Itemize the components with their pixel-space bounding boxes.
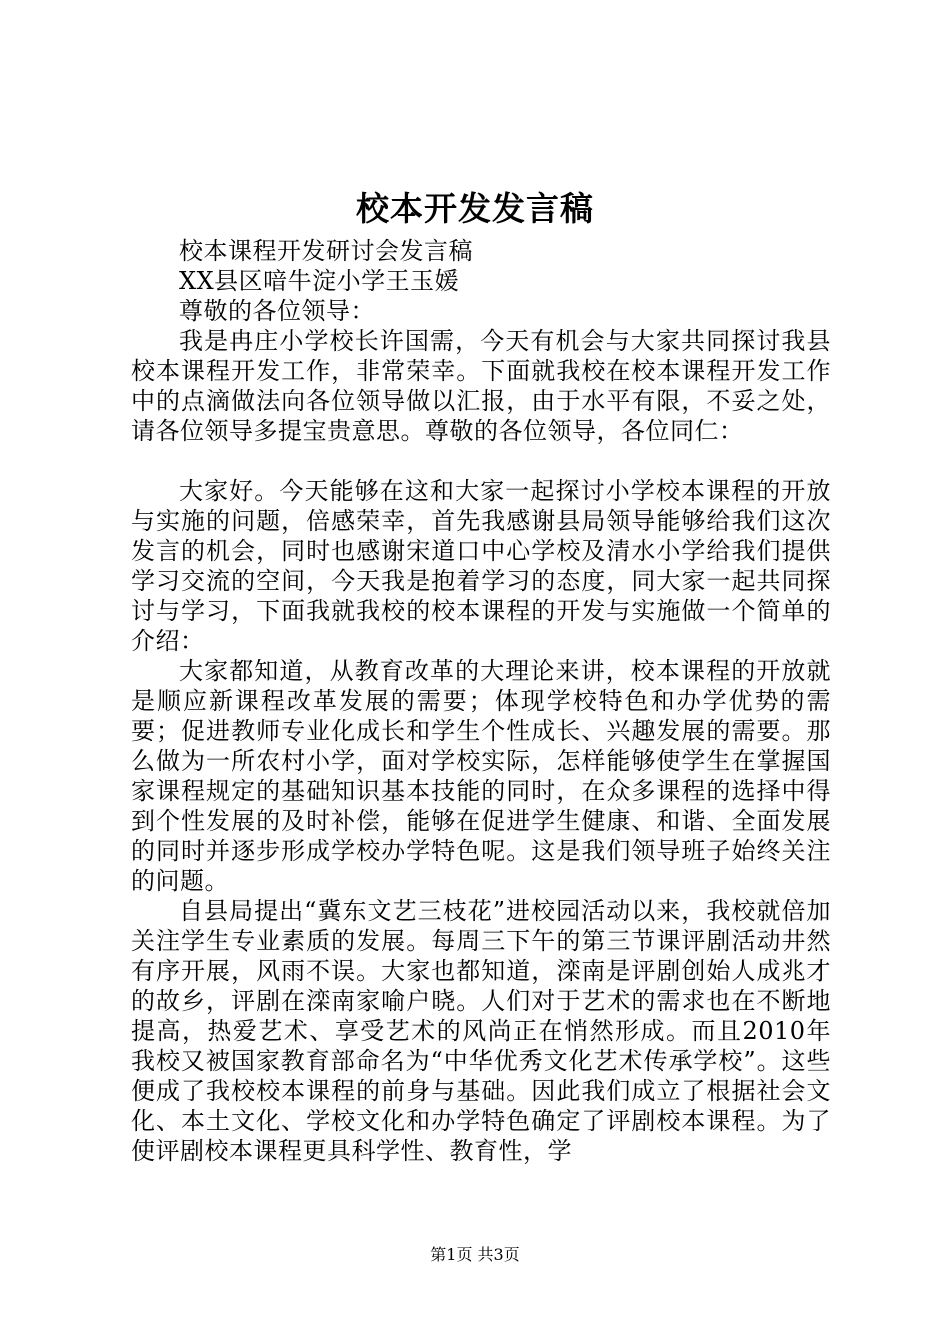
paragraph-greeting: 大家好。今天能够在这和大家一起探讨小学校本课程的开放与实施的问题，倍感荣幸，首先我感谢县局领导能够给我们这次发言的机会，同时也感谢宋道口中心学校及清水小学给我们提供学习交流的空间，今天我是抱着学习的态度，同大家一起共同探讨与学习，下面我就我校的校本课程的开发与实施做一个简单的介绍： (131, 477, 831, 655)
document-body (131, 236, 831, 1166)
paragraph-intro: 我是冉庄小学校长许国需，今天有机会与大家共同探讨我县校本课程开发工作，非常荣幸。下面就我校在校本课程开发工作中的点滴做法向各位领导做以汇报，由于水平有限，不妥之处，请各位领导多提宝贵意思。尊敬的各位领导，各位同仁： (131, 327, 831, 445)
salutation: 尊敬的各位领导： (179, 297, 375, 325)
paragraph-background: 大家都知道，从教育改革的大理论来讲，校本课程的开放就是顺应新课程改革发展的需要；体现学校特色和办学优势的需要；促进教师专业化成长和学生个性成长、兴趣发展的需要。那么做为一所农村小学，面对学校实际，怎样能够使学生在掌握国家课程规定的基础知识基本技能的同时，在众多课程的选择中得到个性发展的及时补偿，能够在促进学生健康、和谐、全面发展的同时并逐步形成学校办学特色呢。这是我们领导班子始终关注的问题。 (131, 657, 831, 895)
subtitle: 校本课程开发研讨会发言稿 (179, 237, 473, 265)
page-footer: 第1页 共3页 (430, 1245, 520, 1264)
author-line: XX县区喑牛淀小学王玉媛 (179, 267, 460, 295)
document-title: 校本开发发言稿 (356, 189, 594, 228)
paragraph-opera-course: 自县局提出“冀东文艺三枝花”进校园活动以来，我校就倍加关注学生专业素质的发展。每周三下午的第三节课评剧活动井然有序开展，风雨不误。大家也都知道，滦南是评剧创始人成兆才的故乡，评剧在滦南家喻户晓。人们对于艺术的需求也在不断地提高，热爱艺术、享受艺术的风尚正在悄然形成。而且2010年我校又被国家教育部命名为“中华优秀文化艺术传承学校”。这些便成了我校校本课程的前身与基础。因此我们成立了根据社会文化、本土文化、学校文化和办学特色确定了评剧校本课程。为了使评剧校本课程更具科学性、教育性，学 (131, 897, 831, 1165)
